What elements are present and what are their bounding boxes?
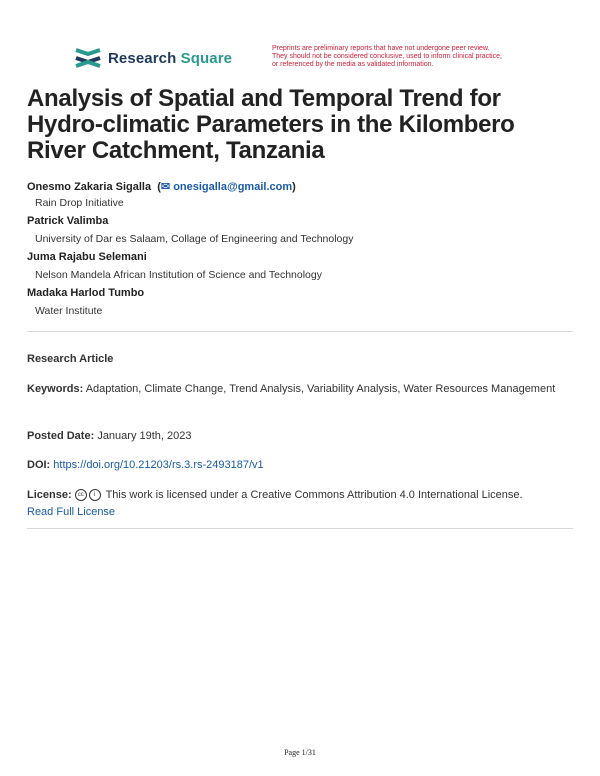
notice-line: They should not be considered conclusive, used to inform clinical practice, (272, 53, 502, 60)
logo-word-square: Square (180, 49, 233, 67)
keywords-value: Adaptation, Climate Change, Trend Analysis, Variability Analysis, Water Resources Management (85, 383, 556, 395)
author-affiliation: University of Dar es Salaam, Collage of Engineering and Technology (35, 233, 354, 245)
doi-label: DOI: (27, 459, 51, 471)
keywords (27, 380, 573, 399)
doi (27, 456, 573, 475)
research-square-logo[interactable] (74, 46, 232, 70)
author-affiliation: Water Institute (35, 305, 103, 317)
divider (27, 331, 573, 332)
license-label: License: (27, 489, 72, 501)
license-text: This work is licensed under a Creative Commons Attribution 4.0 International License. (105, 489, 523, 501)
page-number: Page 1/31 (284, 748, 316, 757)
attribution-icon: i (89, 489, 101, 501)
notice-line: Preprints are preliminary reports that have not undergone peer review. (272, 45, 490, 52)
author-affiliation: Rain Drop Initiative (35, 197, 124, 209)
logo-text (108, 50, 232, 67)
author-name: Patrick Valimba (27, 215, 109, 227)
paper-title: Analysis of Spatial and Temporal Trend for Hydro-climatic Parameters in the Kilombero River Catchment, Tanzania (27, 85, 515, 164)
author-name: Madaka Harlod Tumbo (27, 287, 145, 299)
doi-link[interactable]: https://doi.org/10.21203/rs.3.rs-2493187/v1 (53, 459, 264, 471)
preprint-notice (272, 45, 542, 69)
cc-icon: cc (75, 489, 87, 501)
read-full-license-link[interactable]: Read Full License (27, 506, 116, 518)
posted-date-label: Posted Date: (27, 430, 95, 442)
author-name: Juma Rajabu Selemani (27, 251, 147, 263)
posted-date (27, 427, 573, 446)
author-name-text: Onesmo Zakaria Sigalla (27, 181, 152, 193)
logo-word-research: Research (108, 49, 177, 67)
notice-line: or referenced by the media as validated information. (272, 61, 434, 68)
divider (27, 528, 573, 529)
author-email[interactable]: onesigalla@gmail.com (173, 181, 293, 193)
author-affiliation: Nelson Mandela African Institution of Science and Technology (35, 269, 322, 281)
keywords-label: Keywords: (27, 383, 84, 395)
author-name: Onesmo Zakaria Sigalla (✉ onesigalla@gmail.com) (27, 181, 296, 193)
posted-date-value: January 19th, 2023 (97, 430, 192, 442)
research-square-logo-icon (74, 46, 102, 70)
article-type: Research Article (27, 353, 114, 365)
email-link[interactable]: ✉ onesigalla@gmail.com (160, 181, 293, 193)
